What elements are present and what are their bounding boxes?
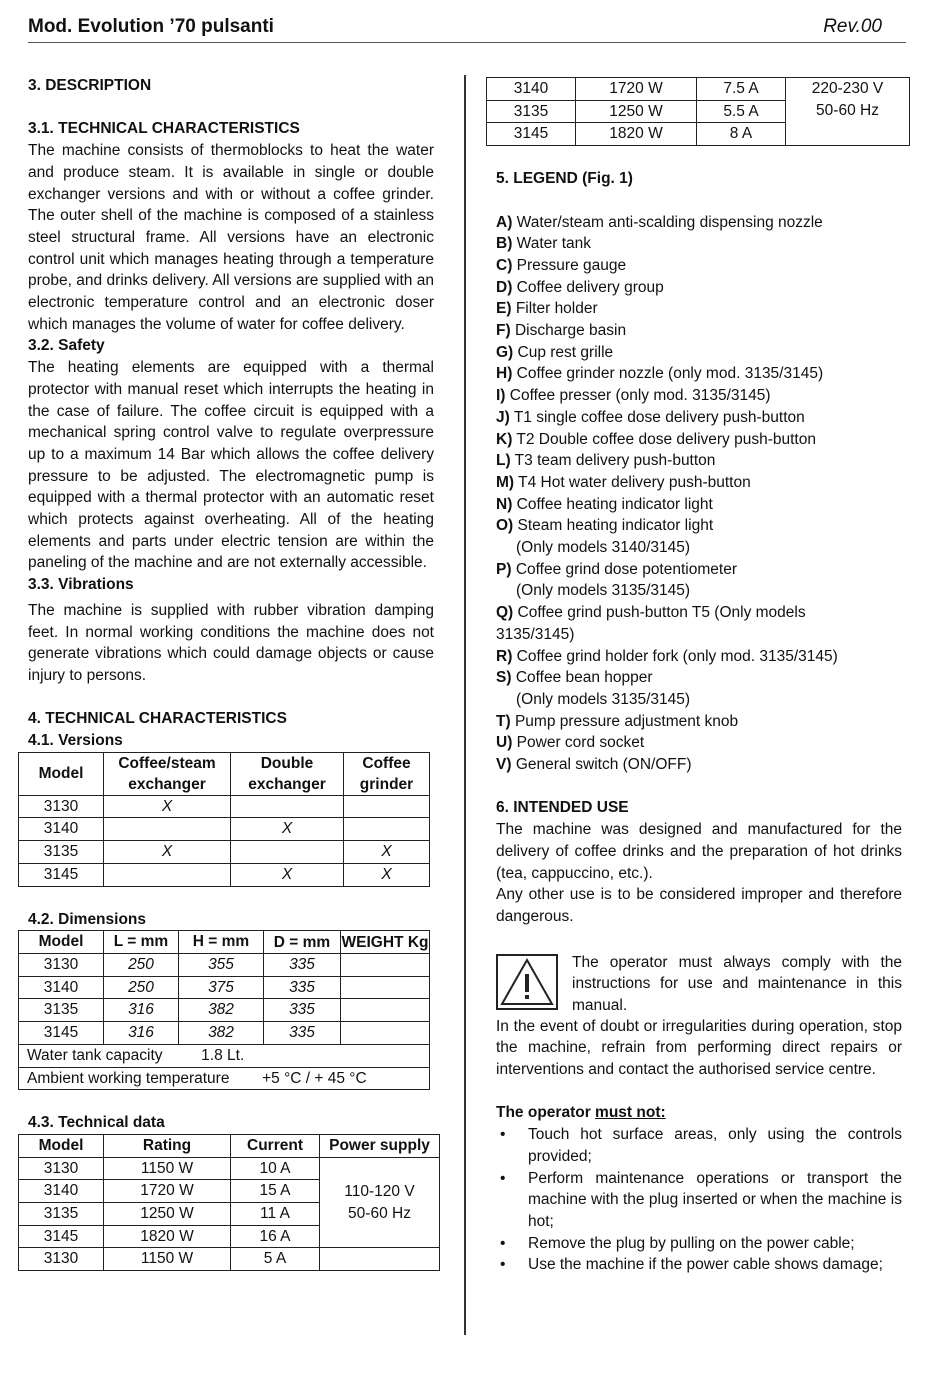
list-item: Q) Coffee grind push-button T5 (Only models [496,604,806,622]
list-item-note: 3135/3145) [496,625,575,643]
table-header-cell: D = mm [264,931,341,954]
table-header-cell: Model [19,931,104,954]
table-cell: 335 [264,1022,341,1045]
table-cell: 375 [179,976,264,999]
table-row [19,818,430,841]
list-item: R) Coffee grind holder fork (only mod. 3135/3145) [496,647,838,665]
table-cell: 3135 [19,1203,104,1226]
table-cell: 250 [104,953,179,976]
table-cell: 3135 [19,999,104,1022]
list-item: S) Coffee bean hopper [496,669,653,687]
table-header-cell: Rating [104,1134,231,1157]
table-cell: 5 A [231,1248,320,1271]
versions-table [18,752,430,887]
table-cell [104,818,231,841]
water-tank-row [19,1044,430,1067]
table-header-cell: Model [19,1134,104,1157]
table-row [19,863,430,886]
revision-label: Rev.00 [823,16,882,37]
table-row [19,1022,430,1045]
list-item: D) Coffee delivery group [496,278,664,296]
table-cell: 250 [104,976,179,999]
table-cell: 1820 W [104,1225,231,1248]
table-cell: 3140 [19,976,104,999]
section-5-heading: 5. LEGEND (Fig. 1) [496,170,633,188]
table-cell [341,999,430,1022]
list-item: • Perform maintenance operations or transport the machine with the plug inserted or when the machine is hot; [496,1168,902,1233]
water-tank-label: Water tank capacity [27,1046,163,1064]
table-cell [231,795,344,818]
table-header-row [19,1134,440,1157]
list-item: N) Coffee heating indicator light [496,495,713,513]
left-column [28,75,434,1271]
power-supply-voltage: 110-120 V [344,1182,415,1200]
table-row [19,1248,440,1271]
ambient-temp-row [19,1067,430,1090]
table-cell: 11 A [231,1203,320,1226]
table-header-cell: Coffee grinder [344,752,430,795]
list-item: A) Water/steam anti-scalding dispensing nozzle [496,213,823,231]
power-supply-voltage: 220-230 V [811,80,884,97]
table-cell [320,1248,440,1271]
list-item: M) T4 Hot water delivery push-button [496,473,751,491]
section-3-heading: 3. DESCRIPTION [28,77,152,94]
table-cell: 1820 W [576,123,697,146]
section-6-heading: 6. INTENDED USE [496,799,629,817]
list-item: H) Coffee grinder nozzle (only mod. 3135/3145) [496,365,824,383]
table-cell [344,795,430,818]
list-item: B) Water tank [496,235,592,253]
table-cell: X [104,795,231,818]
table-cell: 3130 [19,1157,104,1180]
list-item: I) Coffee presser (only mod. 3135/3145) [496,387,771,405]
table-cell: 3145 [19,1022,104,1045]
table-cell: 316 [104,1022,179,1045]
table-cell: 3135 [487,100,576,123]
power-supply-110-cell [320,1157,440,1248]
table-header-cell: Double exchanger [231,752,344,795]
table-header-cell: L = mm [104,931,179,954]
table-cell: 3145 [19,863,104,886]
table-row [19,1157,440,1180]
table-cell: 3130 [19,795,104,818]
table-row [19,999,430,1022]
section-4-2-heading: 4.2. Dimensions [28,910,147,928]
table-cell [341,953,430,976]
list-item-note: (Only models 3135/3145) [516,582,691,600]
table-header-row [19,931,430,954]
must-not-list [496,1124,902,1276]
table-cell: 8 A [697,123,786,146]
table-cell: 1150 W [104,1157,231,1180]
table-cell [231,841,344,864]
column-divider [464,75,466,1335]
list-item: G) Cup rest grille [496,343,614,361]
table-cell: 3145 [19,1225,104,1248]
table-row [19,1044,430,1067]
list-item: K) T2 Double coffee dose delivery push-button [496,430,816,448]
table-cell: 335 [264,976,341,999]
list-item-note: (Only models 3135/3145) [516,690,691,708]
technical-data-table-continued [486,77,910,146]
section-6-text-2: Any other use is to be considered improper and therefore dangerous. [496,886,902,925]
must-not-heading: The operator must not: [496,1104,666,1122]
list-item: C) Pressure gauge [496,256,627,274]
list-item: L) T3 team delivery push-button [496,452,716,470]
table-cell [341,1022,430,1045]
power-supply-220-cell [786,78,910,146]
table-cell: 335 [264,999,341,1022]
section-3-2-text: The heating elements are equipped with a thermal protector with manual reset which interrupts the heating in the case of failure. The coffee circuit is equipped with a mechanical spring control valve to regulate overpressure up to a maximum 14 Bar which allows the coffee delivery pressure to be adjusted. The electromagnetic pump is equipped with a thermal protector with an automatic reset which protects against overheating. All of the heating elements and parts under electric tension are within the paneling of the machine and are not externally accessible. [28,359,434,572]
table-cell: 382 [179,1022,264,1045]
section-4-1-heading: 4.1. Versions [28,732,123,750]
table-header-cell: WEIGHT Kg [341,931,430,954]
table-cell: 1720 W [104,1180,231,1203]
table-cell: 16 A [231,1225,320,1248]
table-header-row [19,752,430,795]
table-row [19,841,430,864]
list-item: P) Coffee grind dose potentiometer [496,560,737,578]
list-item: J) T1 single coffee dose delivery push-button [496,408,805,426]
table-cell: 1720 W [576,78,697,101]
list-item: U) Power cord socket [496,734,645,752]
table-cell: 5.5 A [697,100,786,123]
list-item: • Use the machine if the power cable shows damage; [496,1254,902,1276]
table-row [19,953,430,976]
list-item: F) Discharge basin [496,322,627,340]
table-row [19,1067,430,1090]
table-cell: 15 A [231,1180,320,1203]
list-item: E) Filter holder [496,300,598,318]
section-6-text: The machine was designed and manufactured for the delivery of coffee drinks and the preparation of hot drinks (tea, cappuccino, etc.). [496,821,902,882]
table-cell: 355 [179,953,264,976]
table-cell: 3130 [19,1248,104,1271]
table-cell: 1250 W [104,1203,231,1226]
table-header-cell: H = mm [179,931,264,954]
table-cell: X [231,863,344,886]
warning-text-2: In the event of doubt or irregularities during operation, stop the machine, refrain from performing direct repairs or interventions and contact the authorised service centre. [496,1017,902,1079]
water-tank-value: 1.8 Lt. [201,1046,245,1064]
ambient-temp-value: +5 °C / + 45 °C [262,1069,367,1087]
warning-block [496,952,902,1017]
section-3-1-text: The machine consists of thermoblocks to heat the water and produce steam. It is available in single or double exchanger versions and with or without a coffee grinder. The outer shell of the machine is composed of a stainless steel structural frame. All versions have an electronic control unit which manages heating through a temperature probe, and drinks delivery. All versions are supplied with an electronic temperature control and an electronic doser which manages the volume of water for coffee delivery. [28,142,434,333]
table-cell: 3135 [19,841,104,864]
page-header [28,14,906,43]
legend-list [496,212,902,776]
table-cell [344,818,430,841]
table-cell: 316 [104,999,179,1022]
section-3-1-heading: 3.1. TECHNICAL CHARACTERISTICS [28,120,300,138]
table-cell: 3145 [487,123,576,146]
table-cell: 1250 W [576,100,697,123]
table-header-cell: Current [231,1134,320,1157]
list-item: T) Pump pressure adjustment knob [496,712,739,730]
table-cell: X [231,818,344,841]
section-4-3-heading: 4.3. Technical data [28,1114,165,1132]
dimensions-table [18,930,430,1090]
table-header-cell: Model [19,752,104,795]
table-row [19,976,430,999]
ambient-temp-label: Ambient working temperature [27,1069,230,1087]
table-cell [104,863,231,886]
list-item: O) Steam heating indicator light [496,517,714,535]
warning-icon [496,954,558,1010]
right-column [496,75,902,1276]
table-cell: X [344,863,430,886]
technical-data-table [18,1134,440,1271]
table-cell: X [344,841,430,864]
table-header-cell: Coffee/steam exchanger [104,752,231,795]
list-item: • Remove the plug by pulling on the power cable; [496,1233,902,1255]
section-4-heading: 4. TECHNICAL CHARACTERISTICS [28,710,287,728]
table-cell: 1150 W [104,1248,231,1271]
section-3-3-heading: 3.3. Vibrations [28,576,134,594]
warning-text: The operator must always comply with the instructions for use and maintenance in this manual. [572,953,902,1015]
power-supply-frequency: 50-60 Hz [816,101,879,119]
table-cell: 7.5 A [697,78,786,101]
table-cell: 3130 [19,953,104,976]
section-3-3-text: The machine is supplied with rubber vibration damping feet. In normal working conditions the machine does not generate vibrations which could damage objects or cause injury to persons. [28,601,434,684]
list-item: • Touch hot surface areas, only using the controls provided; [496,1124,902,1167]
section-3-2-heading: 3.2. Safety [28,337,105,355]
table-cell: 3140 [19,818,104,841]
table-cell: 335 [264,953,341,976]
table-cell: X [104,841,231,864]
table-cell: 10 A [231,1157,320,1180]
table-cell: 3140 [19,1180,104,1203]
table-cell [341,976,430,999]
table-row [487,78,910,101]
table-row [19,795,430,818]
list-item: V) General switch (ON/OFF) [496,756,692,774]
table-header-cell: Power supply [320,1134,440,1157]
power-supply-frequency: 50-60 Hz [348,1204,411,1222]
list-item-note: (Only models 3140/3145) [516,539,691,557]
document-title: Mod. Evolution ’70 pulsanti [28,16,274,37]
table-cell: 3140 [487,78,576,101]
table-cell: 382 [179,999,264,1022]
